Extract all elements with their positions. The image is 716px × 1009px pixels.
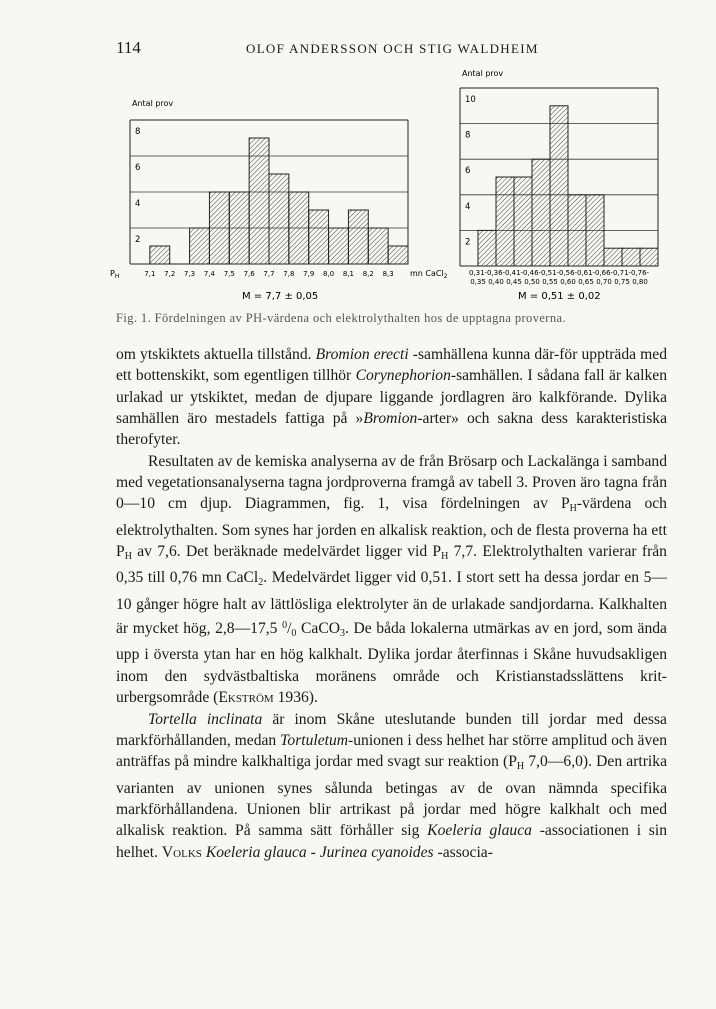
paragraph: om ytskiktets aktuella tillstånd. Bromion erecti -samhällena kunna där-för uppträda med ett bottenskikt, som egentligen tillhör Corynephorion-samhällen. I sådana fall är kalken urlakad ur ytskiktet, medan de djupare liggande jordlagren äro kalkförande. Dylika samhällen äro mestadels fattiga på »Bromion-arter» och sakna dess karakteristiska therofyter. — [116, 346, 667, 449]
x-tick-label: 0,35 — [470, 278, 486, 286]
x-tick-label: 0,71- — [612, 269, 632, 277]
x-tick-label: 0,40 — [488, 278, 504, 286]
x-tick-label: 7,2 — [164, 270, 176, 278]
histogram-bar — [368, 228, 388, 264]
histogram-ph — [108, 98, 408, 308]
x-tick-label: 0,60 — [560, 278, 576, 286]
x-tick-label: 0,31- — [468, 269, 488, 277]
x-tick-label: 0,50 — [524, 278, 540, 286]
x-tick-label: 7,6 — [243, 270, 255, 278]
running-head: OLOF ANDERSSON OCH STIG WALDHEIM — [246, 41, 539, 56]
y-axis-title: Antal prov — [132, 99, 174, 108]
mean-annotation: M = 0,51 ± 0,02 — [518, 291, 601, 302]
y-tick-label: 8 — [135, 127, 141, 137]
x-tick-label: 0,80 — [632, 278, 648, 286]
x-tick-label: 8,2 — [362, 270, 374, 278]
x-tick-label: 0,55 — [542, 278, 558, 286]
x-tick-label: 8,3 — [382, 270, 394, 278]
histogram-bar — [532, 159, 550, 266]
y-tick-label: 6 — [135, 163, 141, 173]
x-tick-label: 0,41- — [504, 269, 524, 277]
histogram-bar — [478, 230, 496, 266]
x-tick-label: 0,45 — [506, 278, 522, 286]
histogram-bar — [568, 195, 586, 266]
paragraph: Tortella inclinata är inom Skåne uteslutande bunden till jordar med dessa markförhållanden, medan Tortuletum-unionen i dess helhet har större amplitud och även anträffas på mindre kalkhaltiga jordar med svagt sur reaktion ($P_H$ 7,0—6,0). Den artrika varianten av unionen synes sålunda betingas av de ovan nämnda specifika markförhållandena. Unionen blir artrikast på jordar med högre kalkhalt och med alkalisk reaktion. På samma sätt förhåller sig Koeleria glauca -associationen i sin helhet. Volks Koeleria glauca - Jurinea cyanoides -associa- — [116, 710, 667, 861]
figure-caption: Fig. 1. Fördelningen av PH-värdena och elektrolythalten hos de upptagna proverna. — [116, 311, 566, 325]
x-tick-label: 0,76- — [630, 269, 650, 277]
x-axis-symbol: $P_H$ — [110, 269, 120, 280]
histogram-bar — [309, 210, 329, 264]
histogram-bar — [348, 210, 368, 264]
x-tick-label: 8,0 — [323, 270, 335, 278]
x-tick-label: 0,51- — [540, 269, 560, 277]
x-tick-label: 0,65 — [578, 278, 594, 286]
x-tick-label: 7,7 — [263, 270, 275, 278]
x-tick-label: 7,9 — [303, 270, 315, 278]
histogram-electrolyte-svg — [410, 69, 674, 308]
histogram-bar — [604, 248, 622, 266]
x-axis-symbol: mn CaCl$_2$ — [410, 269, 448, 280]
body-text — [116, 344, 667, 863]
histogram-ph-svg — [108, 98, 408, 308]
histogram-bar — [209, 192, 229, 264]
histogram-bar — [496, 177, 514, 266]
y-tick-label: 8 — [465, 130, 471, 141]
histogram-bar — [622, 248, 640, 266]
histogram-bar — [269, 174, 289, 264]
y-axis-title: Antal prov — [462, 69, 504, 78]
histogram-bar — [190, 228, 210, 264]
histogram-bar — [550, 106, 568, 266]
histogram-bar — [329, 228, 349, 264]
x-tick-label: 0,56- — [558, 269, 578, 277]
y-tick-label: 2 — [465, 237, 471, 248]
page-number: 114 — [116, 38, 141, 57]
x-tick-label: 8,1 — [342, 270, 354, 278]
histogram-bar — [586, 195, 604, 266]
y-tick-label: 2 — [135, 235, 141, 245]
x-tick-label: 0,61- — [576, 269, 596, 277]
histogram-bar — [640, 248, 658, 266]
x-tick-label: 7,5 — [223, 270, 235, 278]
y-tick-label: 10 — [465, 95, 476, 105]
paragraph: Resultaten av de kemiska analyserna av de från Brösarp och Lackalänga i samband med vegetationsanalyserna tagna jordproverna framgå av tabell 3. Proven äro tagna från 0—10 cm djup. Diagrammen, fig. 1, visa fördelningen av $P_H$-värdena och elektrolythalten. Som synes har jorden en alkalisk reaktion, och de flesta proverna ha ett $P_H$ av 7,6. Det beräknade medelvärdet ligger vid $P_H$ 7,7. Elektrolythalten varierar från 0,35 till 0,76 mn CaCl$_2$. Medelvärdet ligger vid 0,51. I stort sett ha dessa jordar en 5—10 gånger högre halt av lättlösliga elektrolyter än de urlakade sandjordarna. Kalkhalten är mycket hög, 2,8—17,5 $^0/_0$ CaCO$_3$. De båda lokalerna utmärkas av en jord, som ända upp i översta ytan har en hög kalkhalt. Dylika jordar återfinnas i Skåne huvudsakligen inom den sydvästbaltiska moränens område och Kristianstadsslättens krit-urbergsområde (Ekström 1936). — [116, 452, 668, 707]
x-tick-label: 7,8 — [283, 270, 295, 278]
x-tick-label: 0,46- — [522, 269, 542, 277]
histogram-bar — [388, 246, 408, 264]
histogram-bar — [229, 192, 249, 264]
x-tick-label: 0,66- — [594, 269, 614, 277]
histogram-bar — [514, 177, 532, 266]
histogram-bar — [150, 246, 170, 264]
histogram-bar — [249, 138, 269, 264]
histogram-bar — [289, 192, 309, 264]
x-tick-label: 0,70 — [596, 278, 612, 286]
y-tick-label: 4 — [465, 201, 471, 212]
mean-annotation: M = 7,7 ± 0,05 — [242, 291, 319, 302]
x-tick-label: 0,36- — [486, 269, 506, 277]
x-tick-label: 7,4 — [203, 270, 215, 278]
histogram-electrolyte — [410, 69, 674, 308]
x-tick-label: 0,75 — [614, 278, 630, 286]
x-tick-label: 7,3 — [184, 270, 196, 278]
x-tick-label: 7,1 — [144, 270, 156, 278]
y-tick-label: 6 — [465, 166, 471, 177]
y-tick-label: 4 — [135, 199, 141, 209]
